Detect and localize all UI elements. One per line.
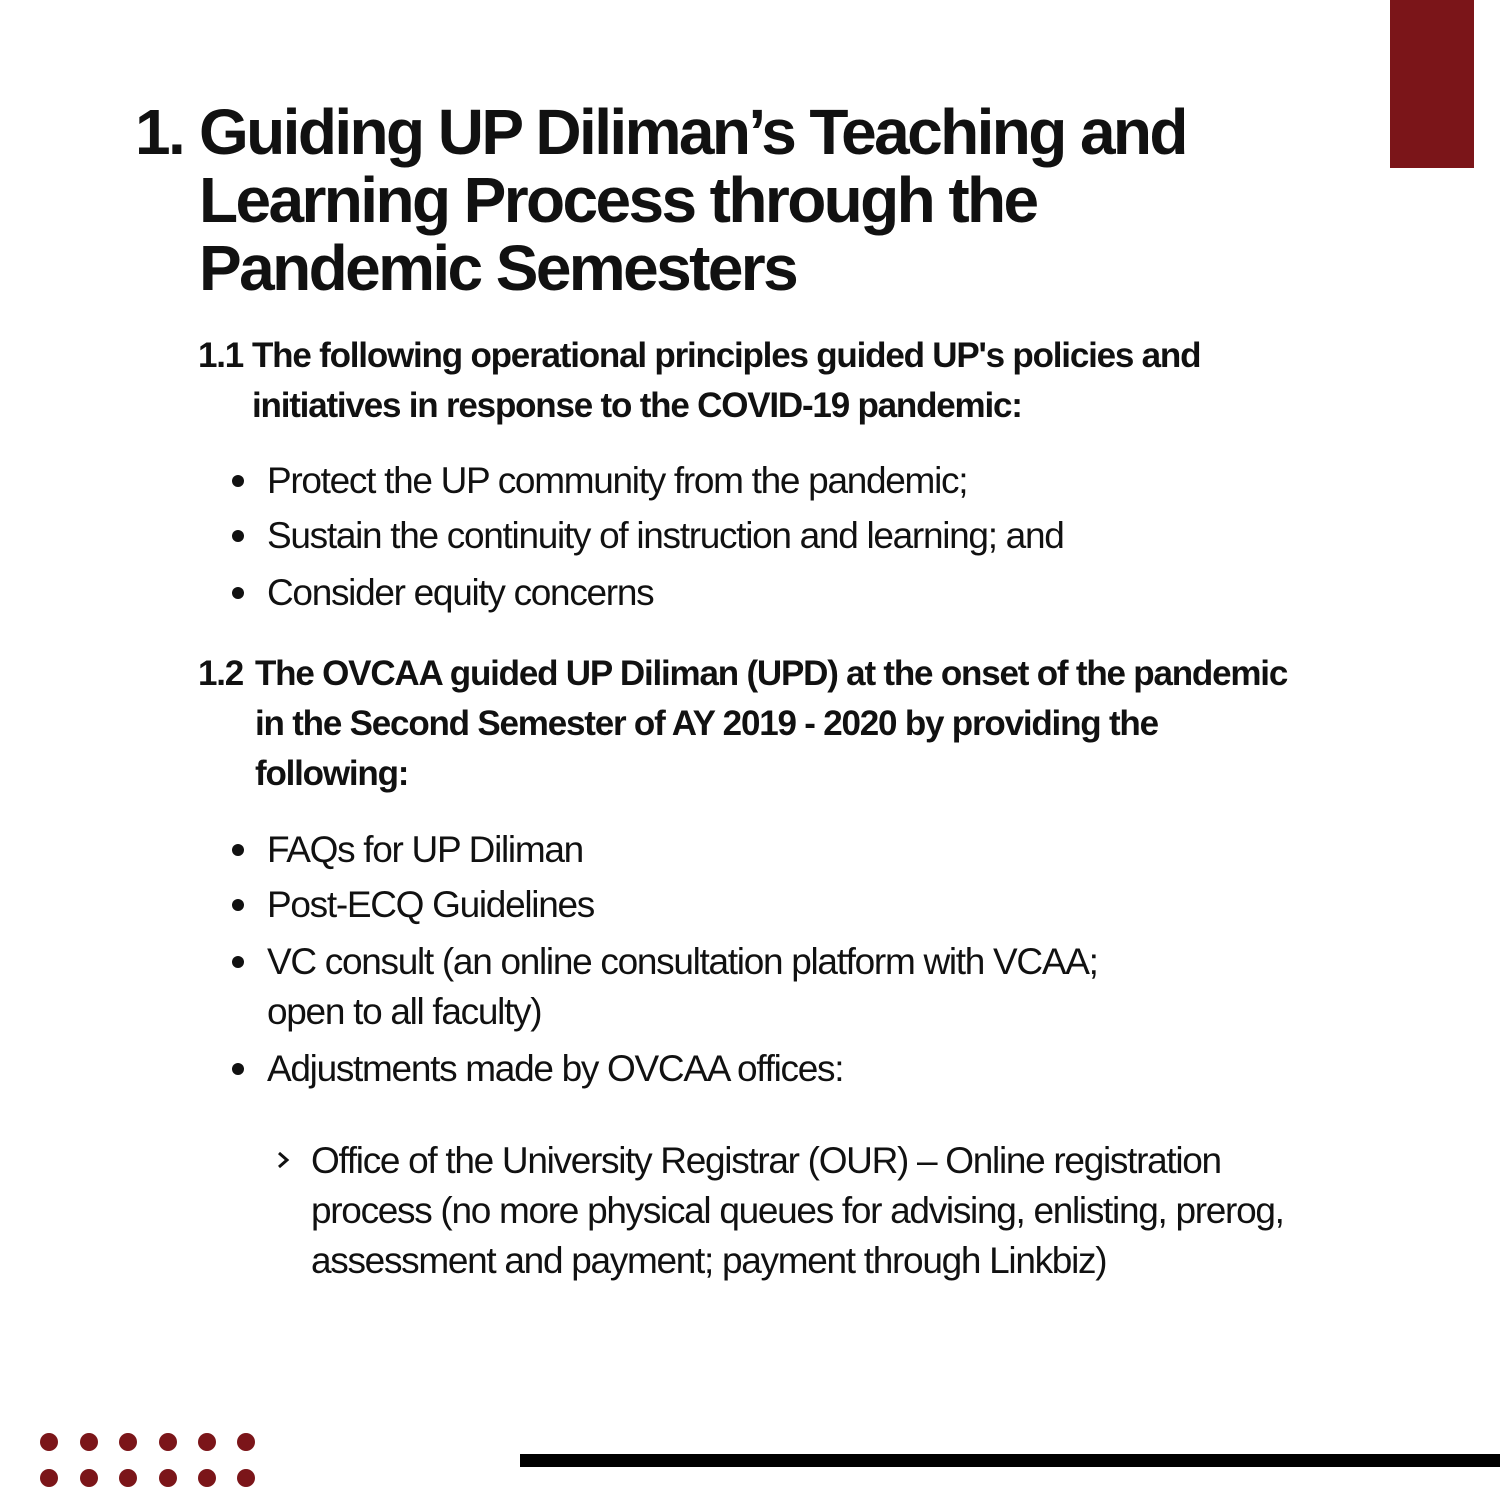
title-line: Guiding UP Diliman’s Teaching and [199,96,1186,168]
bullet-icon [232,956,244,968]
dot [40,1469,58,1487]
bottom-rule [520,1454,1500,1467]
list-item: Protect the UP community from the pandemic; [198,456,1064,506]
dot [159,1433,177,1451]
bullet-icon [232,899,244,911]
decorative-dot-grid [40,1433,260,1493]
dot [237,1433,255,1451]
dot [80,1433,98,1451]
dot [40,1433,58,1451]
heading-line: following: [255,754,409,793]
dot [119,1433,137,1451]
dot [159,1469,177,1487]
section-number: 1.1 [198,336,244,375]
sub-item-line: Office of the University Registrar (OUR) – Online registration [311,1140,1221,1181]
dot [119,1469,137,1487]
heading-line: in the Second Semester of AY 2019 - 2020 by providing the [255,704,1158,743]
dot [198,1433,216,1451]
dot [237,1469,255,1487]
dot [80,1469,98,1487]
list-item: VC consult (an online consultation platform with VCAA; open to all faculty) [198,937,1098,1037]
title-number: 1. [135,96,184,168]
page-title [135,98,1186,302]
list-item: Adjustments made by OVCAA offices: [198,1044,1098,1094]
title-line: Learning Process through the [199,164,1037,236]
list-item: Consider equity concerns [198,568,1064,618]
list-item: Post-ECQ Guidelines [198,880,1098,930]
bullet-icon [232,1063,244,1075]
chevron-right-icon [274,1151,292,1169]
bullet-icon [232,475,244,487]
bullet-icon [232,530,244,542]
bullet-icon [232,844,244,856]
section-1-2 [198,649,1418,799]
heading-line: The OVCAA guided UP Diliman (UPD) at the onset of the pandemic [255,654,1288,693]
heading-line: The following operational principles guided UP's policies and [252,336,1201,375]
section-1-1 [198,331,1418,431]
sub-item-line: process (no more physical queues for advising, enlisting, prerog, [311,1190,1284,1231]
bullet-icon [232,587,244,599]
list-item: FAQs for UP Diliman [198,825,1098,875]
accent-block [1390,0,1474,168]
principles-list [198,456,1064,618]
dot [198,1469,216,1487]
section-heading [198,649,1418,799]
heading-line: initiatives in response to the COVID-19 pandemic: [252,386,1022,425]
section-number: 1.2 [198,654,244,693]
sub-list-item [270,1136,1284,1286]
provisions-list [198,825,1098,1094]
title-line: Pandemic Semesters [199,232,797,304]
sub-item-line: assessment and payment; payment through Linkbiz) [311,1240,1107,1281]
list-item: Sustain the continuity of instruction and learning; and [198,511,1064,561]
section-heading [198,331,1418,431]
